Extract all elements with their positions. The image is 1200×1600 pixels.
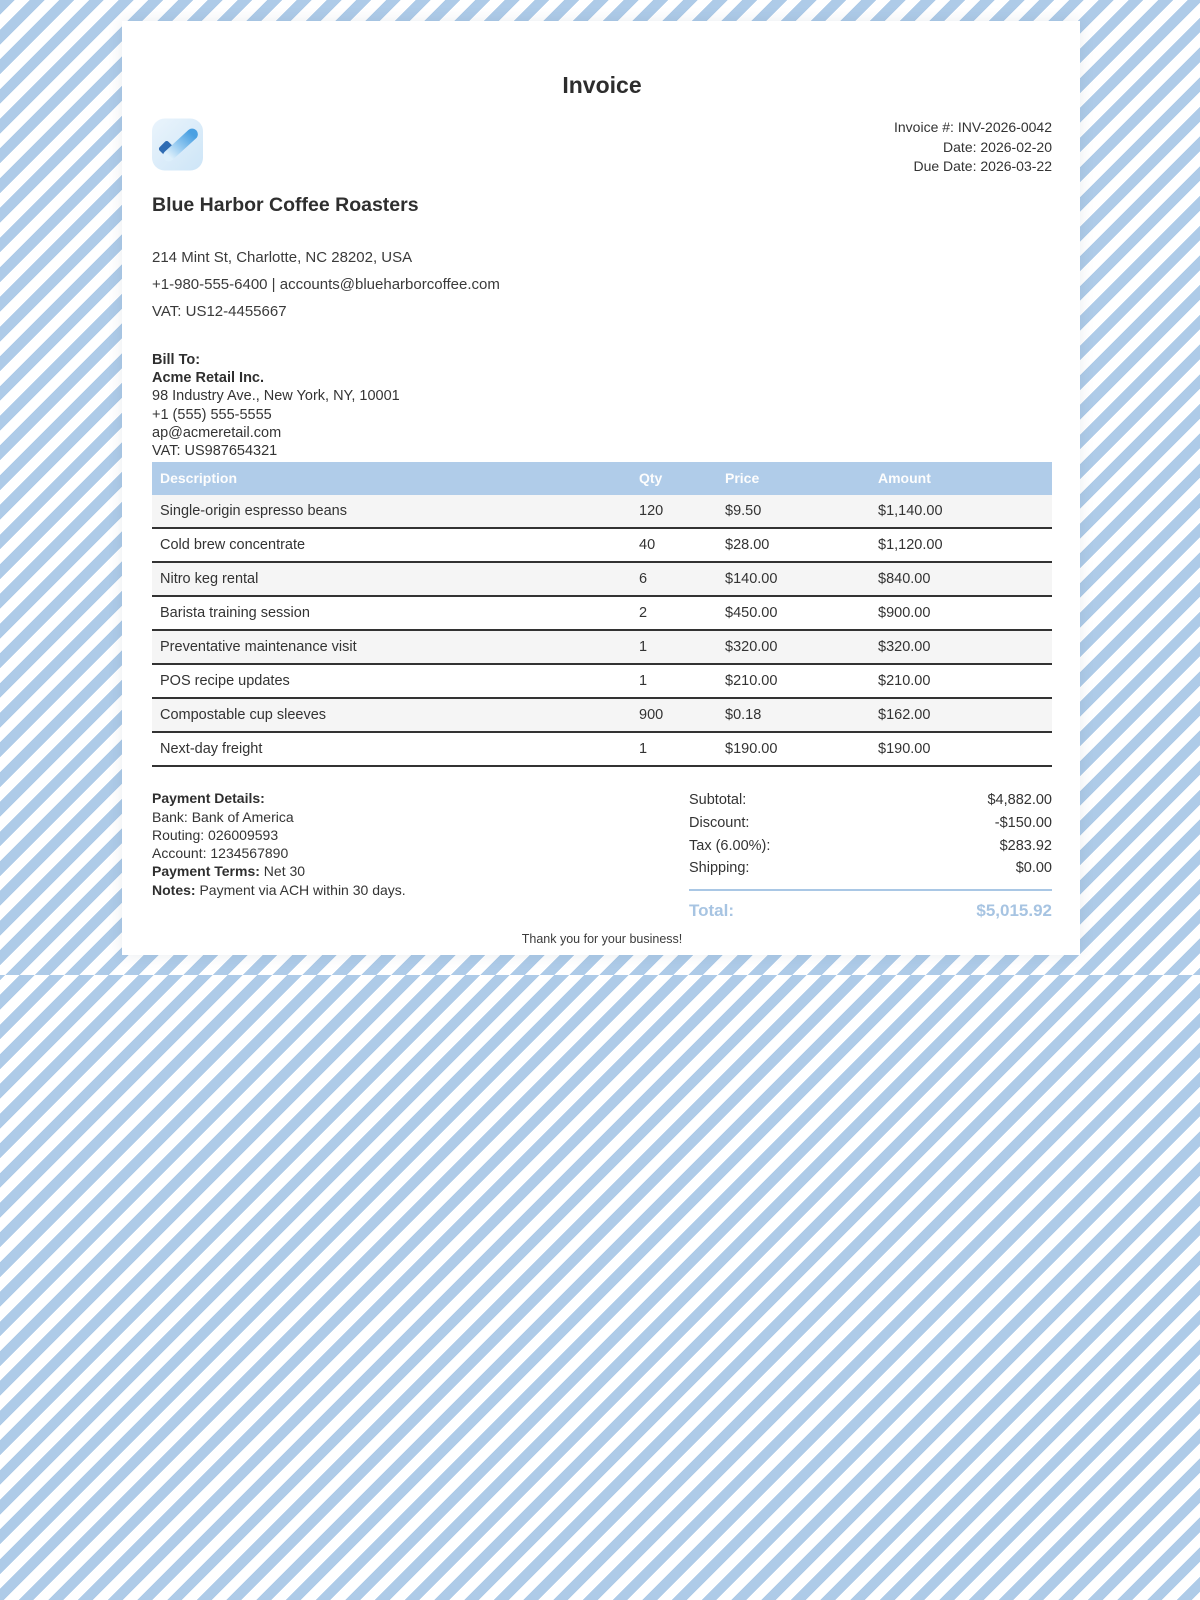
total-value: $5,015.92 bbox=[976, 901, 1052, 921]
payment-account: Account: 1234567890 bbox=[152, 845, 289, 862]
cell-description: Compostable cup sleeves bbox=[152, 698, 631, 732]
totals-block bbox=[689, 789, 1052, 922]
cell-amount: $1,140.00 bbox=[870, 495, 1052, 528]
invoice-due-date: Due Date: 2026-03-22 bbox=[913, 158, 1052, 174]
cell-description: Barista training session bbox=[152, 596, 631, 630]
subtotal-label: Subtotal: bbox=[689, 792, 747, 809]
bill-to-email: ap@acmeretail.com bbox=[152, 424, 282, 441]
cell-description: Single-origin espresso beans bbox=[152, 495, 631, 528]
cell-qty: 1 bbox=[631, 664, 717, 698]
cell-description: POS recipe updates bbox=[152, 664, 631, 698]
cell-description: Next-day freight bbox=[152, 732, 631, 766]
company-name: Blue Harbor Coffee Roasters bbox=[152, 193, 419, 216]
table-row bbox=[152, 698, 1052, 732]
bill-to-address: 98 Industry Ave., New York, NY, 10001 bbox=[152, 388, 400, 405]
company-address-block bbox=[152, 250, 1052, 321]
cell-qty: 2 bbox=[631, 596, 717, 630]
payment-notes-value: Payment via ACH within 30 days. bbox=[199, 881, 406, 898]
cell-amount: $190.00 bbox=[870, 732, 1052, 766]
cell-amount: $162.00 bbox=[870, 698, 1052, 732]
invoice-date: Date: 2026-02-20 bbox=[943, 138, 1052, 155]
cell-amount: $320.00 bbox=[870, 630, 1052, 664]
cell-price: $140.00 bbox=[717, 562, 870, 596]
bill-to-label: Bill To: bbox=[152, 352, 201, 368]
bottom-section bbox=[152, 789, 1052, 922]
company-address: 214 Mint St, Charlotte, NC 28202, USA bbox=[152, 248, 413, 266]
cell-amount: $1,120.00 bbox=[870, 528, 1052, 562]
payment-bank: Bank: Bank of America bbox=[152, 808, 294, 825]
total-label: Total: bbox=[689, 901, 735, 921]
cell-price: $190.00 bbox=[717, 732, 870, 766]
cell-qty: 120 bbox=[631, 495, 717, 528]
cell-amount: $900.00 bbox=[870, 596, 1052, 630]
discount-label: Discount: bbox=[689, 814, 750, 831]
table-row bbox=[152, 562, 1052, 596]
col-qty: Qty bbox=[631, 462, 717, 495]
subtotal-row bbox=[689, 789, 1052, 812]
invoice-header bbox=[152, 118, 1052, 177]
line-items-table bbox=[152, 462, 1052, 767]
bill-to-phone: +1 (555) 555-5555 bbox=[152, 406, 272, 423]
payment-notes bbox=[152, 881, 652, 899]
cell-price: $210.00 bbox=[717, 664, 870, 698]
cell-qty: 1 bbox=[631, 732, 717, 766]
table-row bbox=[152, 732, 1052, 766]
company-contact: +1-980-555-6400 | accounts@blueharborcoffee.com bbox=[152, 275, 500, 293]
tax-row bbox=[689, 835, 1052, 858]
cell-price: $320.00 bbox=[717, 630, 870, 664]
total-row bbox=[689, 900, 1052, 922]
bill-to-name: Acme Retail Inc. bbox=[152, 370, 265, 387]
cell-price: $28.00 bbox=[717, 528, 870, 562]
cell-qty: 1 bbox=[631, 630, 717, 664]
cell-description: Preventative maintenance visit bbox=[152, 630, 631, 664]
table-header-row bbox=[152, 462, 1052, 495]
invoice-number: Invoice #: INV-2026-0042 bbox=[894, 119, 1052, 135]
bill-to-block bbox=[152, 351, 1052, 460]
table-row bbox=[152, 528, 1052, 562]
payment-terms-label: Payment Terms: bbox=[152, 863, 260, 880]
shipping-value: $0.00 bbox=[1015, 860, 1052, 877]
cell-price: $9.50 bbox=[717, 495, 870, 528]
tax-value: $283.92 bbox=[999, 837, 1052, 854]
table-row bbox=[152, 596, 1052, 630]
tax-label: Tax (6.00%): bbox=[689, 837, 771, 854]
payment-terms-value: Net 30 bbox=[263, 863, 306, 880]
cell-price: $0.18 bbox=[717, 698, 870, 732]
check-logo-icon bbox=[152, 118, 203, 171]
cell-amount: $840.00 bbox=[870, 562, 1052, 596]
shipping-label: Shipping: bbox=[689, 860, 750, 877]
cell-qty: 900 bbox=[631, 698, 717, 732]
bill-to-vat: VAT: US987654321 bbox=[152, 443, 278, 460]
payment-details-title: Payment Details: bbox=[152, 790, 265, 807]
page-title: Invoice bbox=[562, 72, 642, 98]
payment-routing: Routing: 026009593 bbox=[152, 826, 279, 843]
invoice-meta bbox=[894, 118, 1052, 177]
cell-price: $450.00 bbox=[717, 596, 870, 630]
subtotal-value: $4,882.00 bbox=[987, 792, 1052, 809]
thank-you-note: Thank you for your business! bbox=[521, 932, 683, 947]
cell-qty: 40 bbox=[631, 528, 717, 562]
shipping-row bbox=[689, 857, 1052, 880]
table-row bbox=[152, 495, 1052, 528]
table-row bbox=[152, 630, 1052, 664]
col-amount: Amount bbox=[870, 462, 1052, 495]
discount-row bbox=[689, 812, 1052, 835]
cell-description: Cold brew concentrate bbox=[152, 528, 631, 562]
payment-details-block bbox=[152, 789, 652, 922]
cell-description: Nitro keg rental bbox=[152, 562, 631, 596]
col-description: Description bbox=[152, 462, 631, 495]
cell-amount: $210.00 bbox=[870, 664, 1052, 698]
payment-terms bbox=[152, 862, 652, 880]
totals-divider bbox=[689, 889, 1052, 891]
payment-notes-label: Notes: bbox=[152, 881, 196, 898]
table-row bbox=[152, 664, 1052, 698]
col-price: Price bbox=[717, 462, 870, 495]
cell-qty: 6 bbox=[631, 562, 717, 596]
invoice-card bbox=[122, 21, 1080, 955]
company-vat: VAT: US12-4455667 bbox=[152, 302, 287, 320]
discount-value: -$150.00 bbox=[994, 814, 1052, 831]
